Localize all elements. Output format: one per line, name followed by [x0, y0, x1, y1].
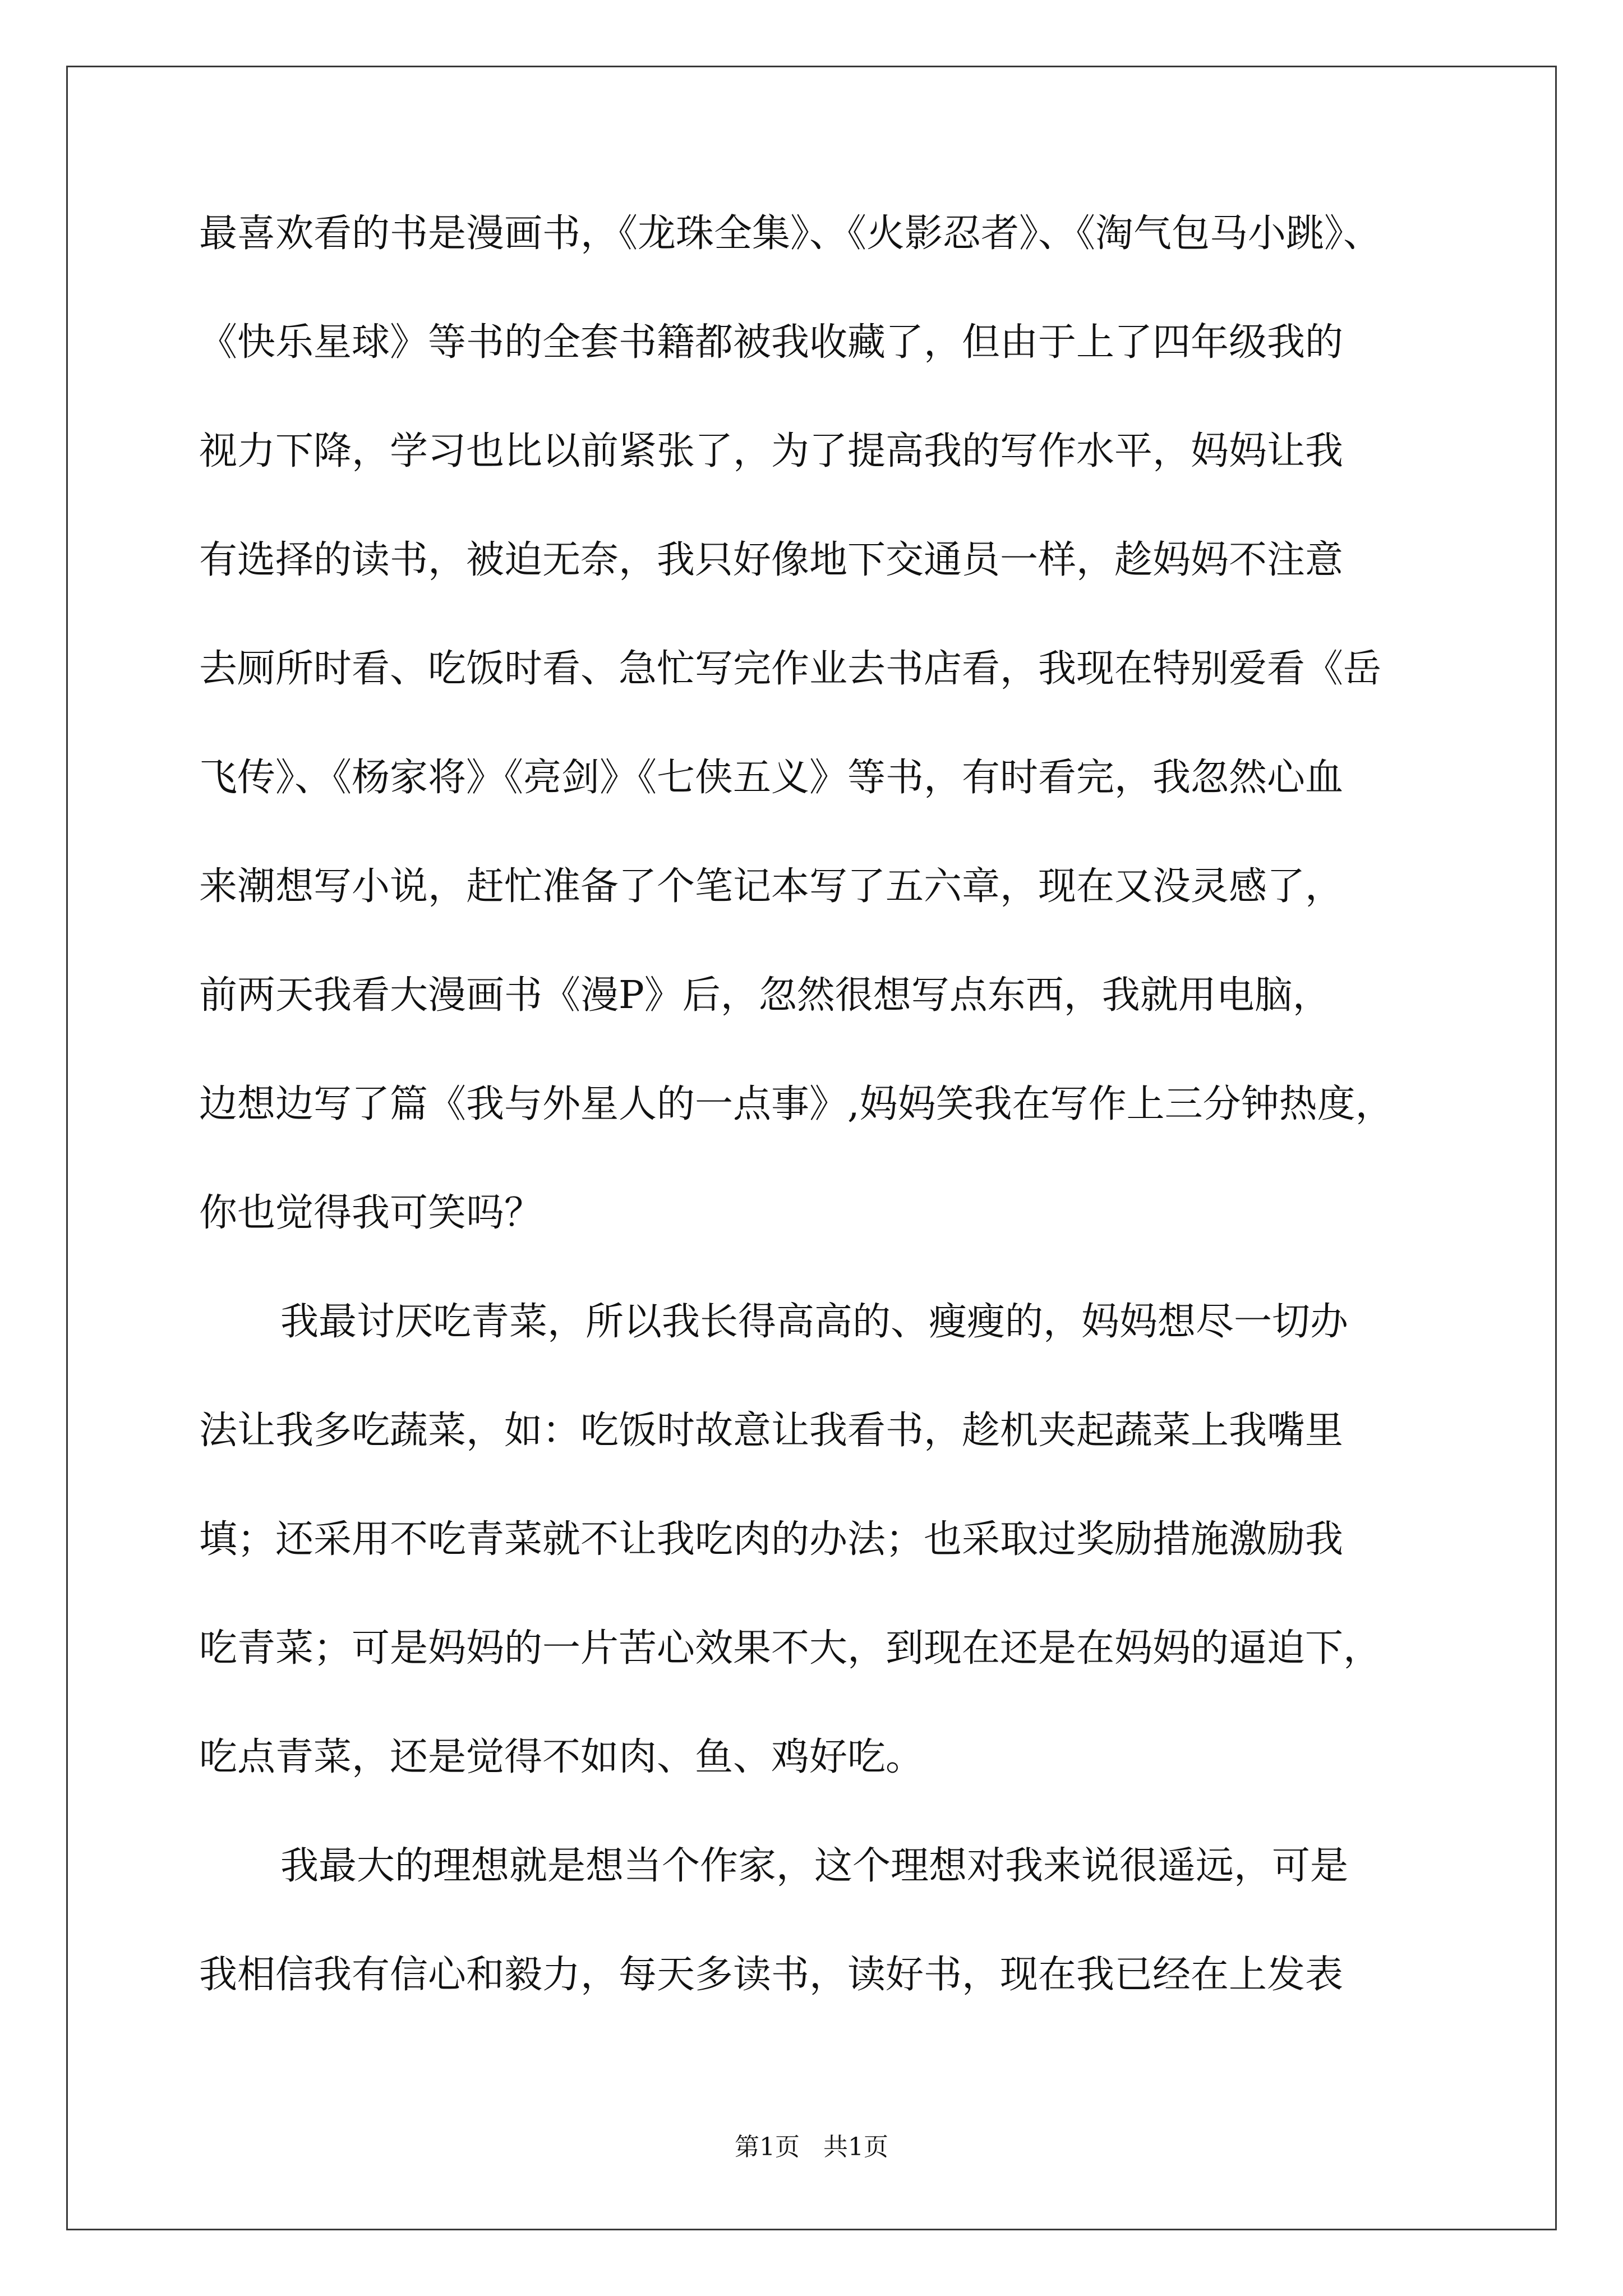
- page-border: [66, 66, 1557, 2230]
- text-line: 吃点青菜，还是觉得不如肉、鱼、鸡好吃。: [199, 1735, 924, 1779]
- text-line: 有选择的读书，被迫无奈，我只好像地下交通员一样，趁妈妈不注意: [199, 538, 1344, 582]
- text-line: 来潮想写小说，赶忙准备了个笔记本写了五六章，现在又没灵感了，: [199, 864, 1344, 909]
- text-line: 去厕所时看、吃饭时看、急忙写完作业去书店看，我现在特别爱看《岳: [199, 647, 1382, 691]
- text-line: 边想边写了篇《我与外星人的一点事》,妈妈笑我在写作上三分钟热度，: [199, 1082, 1394, 1126]
- text-line: 填；还采用不吃青菜就不让我吃肉的办法；也采取过奖励措施激励我: [199, 1517, 1344, 1562]
- text-line: 《快乐星球》等书的全套书籍都被我收藏了，但由于上了四年级我的: [199, 320, 1344, 365]
- text-line: 你也觉得我可笑吗？: [199, 1191, 543, 1235]
- text-line: 前两天我看大漫画书《漫P》后，忽然很想写点东西，我就用电脑，: [199, 973, 1331, 1018]
- text-line: 吃青菜；可是妈妈的一片苦心效果不大，到现在还是在妈妈的逼迫下，: [199, 1626, 1382, 1671]
- text-line: 法让我多吃蔬菜，如：吃饭时故意让我看书，趁机夹起蔬菜上我嘴里: [199, 1409, 1344, 1453]
- text-line: 飞传》、《杨家将》《亮剑》《七侠五义》等书，有时看完，我忽然心血: [199, 756, 1344, 800]
- page-number-footer: 第1页 共1页: [735, 2133, 888, 2161]
- text-line: 我相信我有信心和毅力，每天多读书，读好书，现在我已经在上发表: [199, 1953, 1344, 1997]
- text-line: 我最讨厌吃青菜，所以我长得高高的、瘦瘦的，妈妈想尽一切办: [280, 1300, 1349, 1344]
- text-line: 视力下降，学习也比以前紧张了，为了提高我的写作水平，妈妈让我: [199, 429, 1344, 473]
- text-line: 最喜欢看的书是漫画书，《龙珠全集》、《火影忍者》、《淘气包马小跳》、: [199, 211, 1382, 256]
- text-line: 我最大的理想就是想当个作家，这个理想对我来说很遥远，可是: [280, 1844, 1349, 1888]
